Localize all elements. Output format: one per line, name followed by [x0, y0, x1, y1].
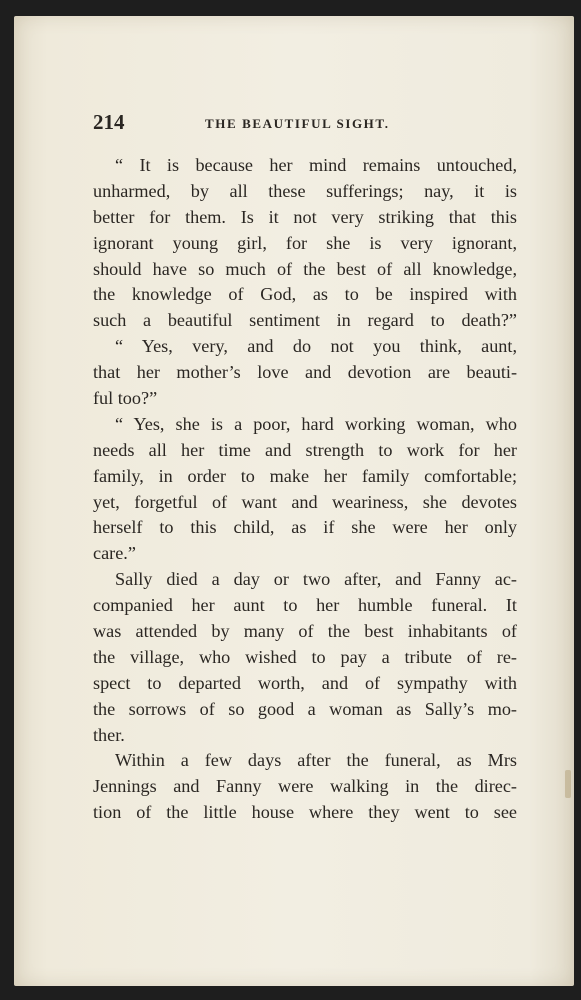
text-line: the village, who wished to pay a tribute of re- [93, 646, 517, 667]
text-line: the sorrows of so good a woman as Sally’s mo- [93, 698, 517, 719]
text-line: family, in order to make her family comfortable; [93, 465, 517, 486]
page-header [93, 110, 423, 140]
text-line: “ It is because her mind remains untouched, [115, 155, 517, 175]
text-line: the knowledge of God, as to be inspired with [93, 284, 517, 305]
text-line: Sally died a day or two after, and Fanny ac- [115, 569, 517, 590]
text-line: “ Yes, she is a poor, hard working woman, who [115, 413, 517, 434]
running-title: THE BEAUTIFUL SIGHT. [205, 116, 390, 131]
text-line: spect to departed worth, and of sympathy with [93, 672, 517, 693]
text-line: “ Yes, very, and do not you think, aunt, [115, 336, 517, 357]
text-line: unharmed, by all these sufferings; nay, it is [93, 180, 517, 201]
text-line: such a beautiful sentiment in regard to death?” [93, 310, 517, 331]
text-line: that her mother’s love and devotion are beauti- [93, 362, 517, 383]
page-number: 214 [93, 110, 125, 134]
text-line: care.” [93, 543, 136, 564]
text-line: ther. [93, 724, 125, 745]
text-line: ignorant young girl, for she is very ignorant, [93, 232, 517, 253]
text-line: was attended by many of the best inhabitants of [93, 621, 517, 642]
text-line: companied her aunt to her humble funeral. It [93, 595, 517, 616]
text-line: yet, forgetful of want and weariness, she devotes [93, 491, 517, 512]
text-line: tion of the little house where they went to see [93, 802, 517, 823]
paper-stain [565, 770, 571, 798]
body-text [93, 153, 517, 826]
text-line: Jennings and Fanny were walking in the direc- [93, 776, 517, 797]
text-line: better for them. Is it not very striking that this [93, 206, 517, 227]
text-line: Within a few days after the funeral, as Mrs [115, 750, 517, 771]
text-line: ful too?” [93, 388, 158, 409]
text-line: herself to this child, as if she were her only [93, 517, 517, 538]
text-line: should have so much of the best of all knowledge, [93, 258, 517, 279]
text-line: needs all her time and strength to work for her [93, 439, 517, 460]
